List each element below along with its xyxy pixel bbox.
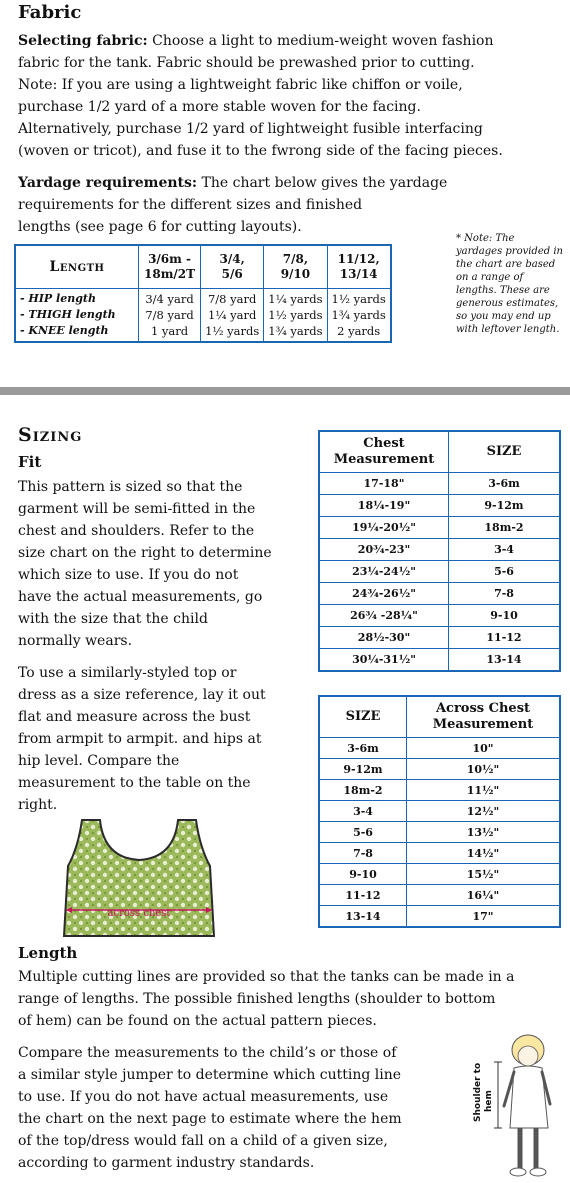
length-intro-paragraph: Multiple cutting lines are provided so that the tanks can be made in a range of lengths. The possible finished lengths (shoulder to bottom of hem) can be found on the actual pattern pieces.: [18, 969, 515, 1029]
yardage-note: * Note: The yardages provided in the chart are based on a range of lengths. These are generous estimates, so you may end up with leftover length.: [456, 233, 563, 335]
tank-illustration: [60, 818, 218, 938]
yardage-cell: 1½ yards 1¾ yards 2 yards: [327, 289, 391, 343]
table-row: 30¼-31½" 13-14: [319, 649, 560, 672]
yardage-cell: 1¼ yards 1½ yards 1¾ yards: [264, 289, 327, 343]
table-row: 26¾ -28¼" 9-10: [319, 605, 560, 627]
length-header: Length: [15, 245, 139, 289]
yardage-table: [14, 244, 392, 343]
section-divider: [0, 387, 570, 395]
sizing-heading: Sizing: [18, 424, 83, 446]
across-table-header: [319, 696, 560, 738]
table-row: 9-10 15½": [319, 864, 560, 885]
chest-size-table: [318, 430, 561, 672]
chest-table-header: [319, 431, 560, 473]
size-header: 3/4, 5/6: [201, 245, 264, 289]
svg-text:hem: hem: [484, 1090, 494, 1112]
table-row: 7-8 14½": [319, 843, 560, 864]
table-row: 3-4 12½": [319, 801, 560, 822]
yardage-cell: 7/8 yard 1¼ yard 1½ yards: [201, 289, 264, 343]
yardage-header-row: [15, 245, 391, 289]
selecting-fabric-paragraph: Selecting fabric: Choose a light to medium-weight woven fashion fabric for the tank. Fabric should be prewashed prior to cutting. Note: If you are using a lightweight fabric like chiffon or voile, purchase 1/2 yard of a more stable woven for the facing. Alternatively, purchase 1/2 yard of lightweight fusible interfacing (woven or tricot), and fuse it to the fwrong side of the facing pieces.: [18, 33, 503, 159]
fit-heading: Fit: [18, 453, 42, 471]
table-row: 17-18" 3-6m: [319, 473, 560, 495]
size-header: 3/6m - 18m/2T: [139, 245, 201, 289]
table-row: 11-12 16¼": [319, 885, 560, 906]
table-row: 3-6m 10": [319, 738, 560, 759]
yardage-label: Yardage requirements:: [18, 175, 198, 191]
size-header: 7/8, 9/10: [264, 245, 327, 289]
across-chest-table: [318, 695, 561, 928]
length-heading: Length: [18, 944, 78, 962]
size-column-header: SIZE: [319, 696, 407, 738]
table-row: 19¼-20½" 18m-2: [319, 517, 560, 539]
table-row: 5-6 13½": [319, 822, 560, 843]
table-row: 28½-30" 11-12: [319, 627, 560, 649]
size-header: 11/12, 13/14: [327, 245, 391, 289]
table-row: 23¼-24½" 5-6: [319, 561, 560, 583]
selecting-fabric-label: Selecting fabric:: [18, 33, 148, 49]
across-chest-header: Across Chest Measurement: [407, 696, 561, 738]
size-column-header: SIZE: [449, 431, 561, 473]
size-reference-paragraph: To use a similarly-styled top or dress as a size reference, lay it out flat and measure across the bust from armpit to armpit. and hips at hip level. Compare the measurement to the table on the right.: [18, 665, 266, 813]
yardage-cell: 3/4 yard 7/8 yard 1 yard: [139, 289, 201, 343]
table-row: 9-12m 10½": [319, 759, 560, 780]
child-measurement-illustration: [470, 1032, 560, 1182]
table-row: 20¾-23" 3-4: [319, 539, 560, 561]
length-compare-paragraph: Compare the measurements to the child’s or those of a similar style jumper to determine which cutting line to use. If you do not have actual measurements, use the chart on the next page to estimate where the hem of the top/dress would fall on a child of a given size, according to garment industry standards.: [18, 1045, 402, 1171]
length-row-labels: - HIP length - THIGH length - KNEE length: [15, 289, 139, 343]
yardage-body-row: [15, 289, 391, 343]
table-row: 18m-2 11½": [319, 780, 560, 801]
fit-paragraph: This pattern is sized so that the garment will be semi-fitted in the chest and shoulders. Refer to the size chart on the right to determine which size to use. If you do not have the actual measurements, go with the size that the child normally wears.: [18, 479, 272, 649]
yardage-paragraph: Yardage requirements: The chart below gives the yardage requirements for the different sizes and finished lengths (see page 6 for cutting layouts).: [18, 175, 448, 235]
svg-text:Shoulder to: Shoulder to: [473, 1062, 483, 1122]
table-row: 24¾-26½" 7-8: [319, 583, 560, 605]
table-row: 13-14 17": [319, 906, 560, 928]
fabric-heading: Fabric: [18, 2, 82, 23]
chest-measurement-header: Chest Measurement: [319, 431, 449, 473]
table-row: 18¼-19" 9-12m: [319, 495, 560, 517]
across-chest-label: across chest: [107, 908, 171, 919]
